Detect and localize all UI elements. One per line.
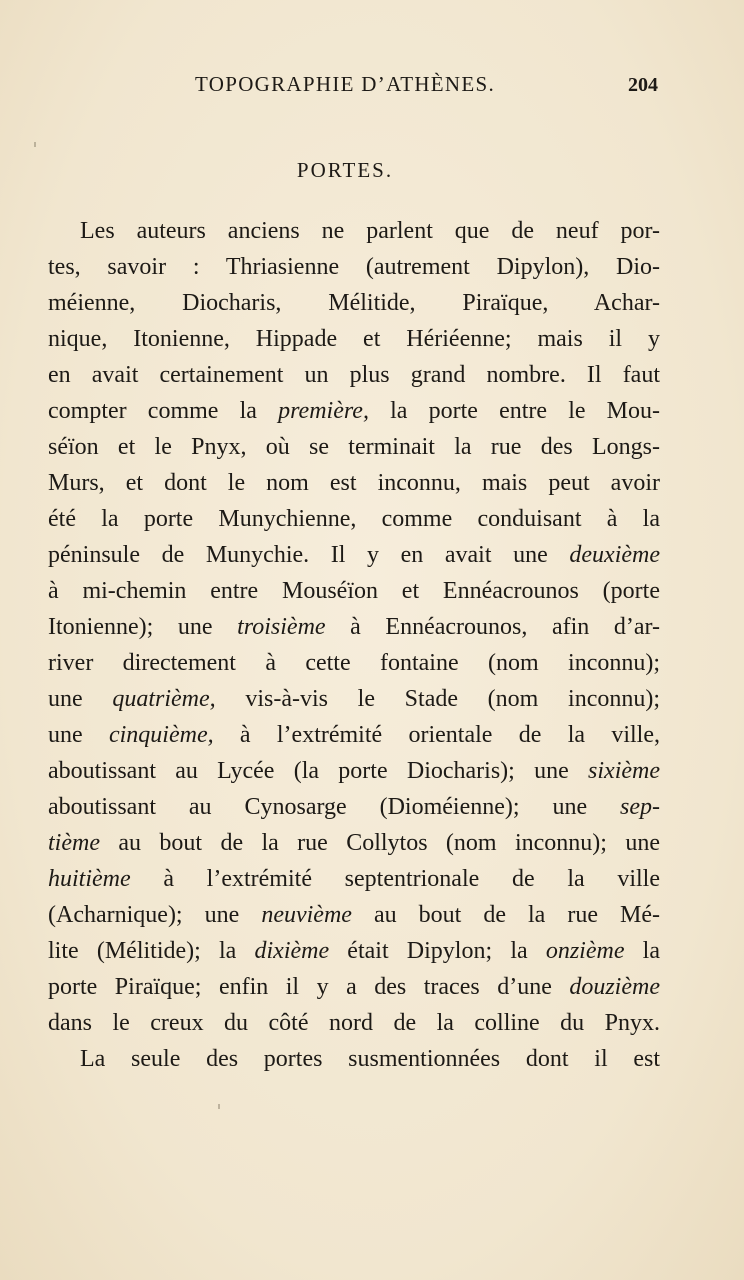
text-line: porte Piraïque; enfin il y a des traces d’une douzième <box>48 974 660 1000</box>
italic-word: dixième <box>254 938 330 964</box>
italic-word: deuxième <box>569 542 660 568</box>
running-title: TOPOGRAPHIE D’ATHÈNES. <box>195 72 496 96</box>
italic-word: première, <box>278 398 369 424</box>
text-line: méienne, Diocharis, Mélitide, Piraïque, Achar- <box>48 290 660 316</box>
text-line: compter comme la première, la porte entre le Mou- <box>48 398 660 424</box>
text-line: aboutissant au Cynosarge (Dioméienne); une sep- <box>48 794 660 820</box>
paper-speck <box>34 142 36 147</box>
text-line: huitième à l’extrémité septentrionale de la ville <box>48 866 660 892</box>
italic-word: huitième <box>48 866 131 892</box>
italic-word: douzième <box>569 974 660 1000</box>
text-line: été la porte Munychienne, comme conduisant à la <box>48 506 660 532</box>
italic-word: cinquième, <box>108 722 214 748</box>
italic-word: troisième <box>237 614 326 640</box>
text-line: une quatrième, vis-à-vis le Stade (nom inconnu); <box>48 686 660 712</box>
italic-word: sep- <box>620 794 660 820</box>
italic-word: sixième <box>588 758 660 784</box>
italic-word: quatrième, <box>112 686 216 712</box>
italic-word: tième <box>48 830 100 856</box>
text-line: séïon et le Pnyx, où se terminait la rue des Longs- <box>48 434 660 460</box>
running-header <box>0 72 744 102</box>
text-line: en avait certainement un plus grand nombre. Il faut <box>48 362 660 388</box>
text-line: lite (Mélitide); la dixième était Dipylon; la onzième la <box>48 938 660 964</box>
text-line: une cinquième, à l’extrémité orientale de la ville, <box>48 722 660 748</box>
italic-word: onzième <box>545 938 625 964</box>
text-line: Les auteurs anciens ne parlent que de neuf por- <box>80 218 660 244</box>
text-line: river directement à cette fontaine (nom inconnu); <box>48 650 660 676</box>
italic-word: neuvième <box>261 902 352 928</box>
text-line: péninsule de Munychie. Il y en avait une deuxième <box>48 542 660 568</box>
text-line: à mi-chemin entre Mouséïon et Ennéacrounos (porte <box>48 578 660 604</box>
paper-speck <box>218 1104 220 1109</box>
section-title: PORTES. <box>296 158 394 182</box>
text-line: dans le creux du côté nord de la colline du Pnyx. <box>48 1010 660 1036</box>
text-line: (Acharnique); une neuvième au bout de la rue Mé- <box>48 902 660 928</box>
text-line: aboutissant au Lycée (la porte Diocharis); une sixième <box>48 758 660 784</box>
text-line: nique, Itonienne, Hippade et Hériéenne; mais il y <box>48 326 660 352</box>
text-line: La seule des portes susmentionnées dont il est <box>80 1046 660 1072</box>
text-line: Murs, et dont le nom est inconnu, mais peut avoir <box>48 470 660 496</box>
page-number: 204 <box>628 74 658 96</box>
text-line: tes, savoir : Thriasienne (autrement Dipylon), Dio- <box>48 254 660 280</box>
body-text <box>48 213 660 1077</box>
text-line: Itonienne); une troisième à Ennéacrounos, afin d’ar- <box>48 614 660 640</box>
text-line: tième au bout de la rue Collytos (nom inconnu); une <box>48 830 660 856</box>
